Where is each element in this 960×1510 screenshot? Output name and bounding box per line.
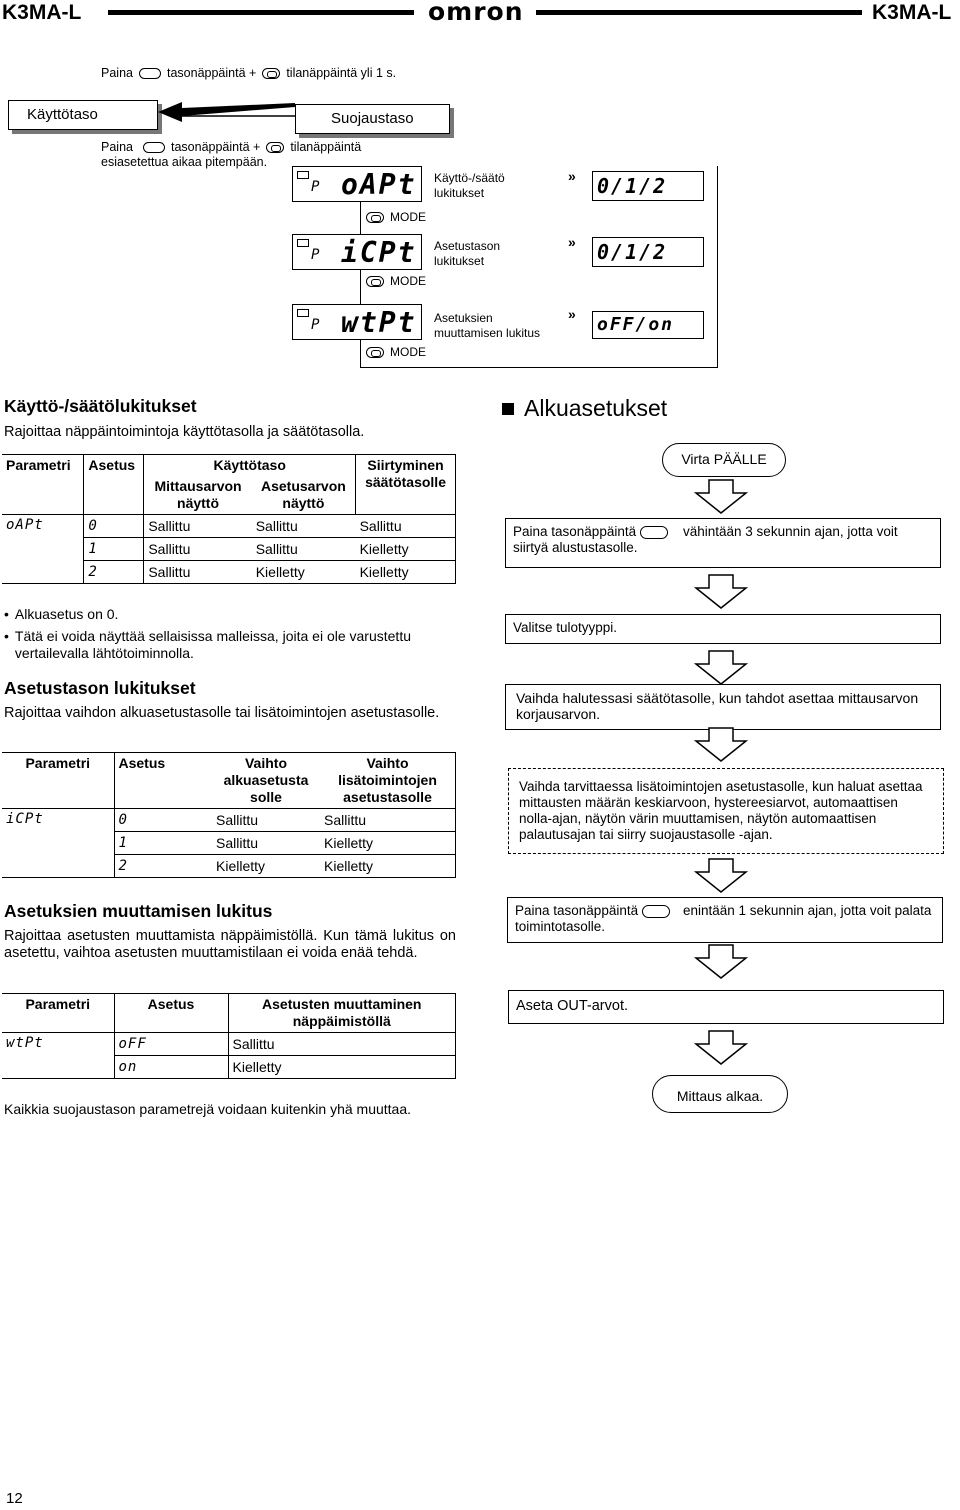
col-parametri: Parametri bbox=[2, 455, 84, 515]
power-on-oval: Virta PÄÄLLE bbox=[662, 443, 786, 477]
next-arrow-icon: » bbox=[568, 234, 576, 250]
flow-step-6: Aseta OUT-arvot. bbox=[508, 990, 944, 1024]
section1-desc: Rajoittaa näppäintoimintoja käyttötasolla ja säätötasolla. bbox=[4, 424, 365, 440]
mode-key: MODE bbox=[366, 274, 426, 288]
col-mittausarvo: Mittausarvon näyttö bbox=[144, 476, 252, 515]
display-code: oAPt bbox=[341, 168, 417, 201]
display-p-letter: P bbox=[311, 179, 321, 195]
section3-footer-note: Kaikkia suojaustason parametrejä voidaan kuitenkin yhä muuttaa. bbox=[4, 1101, 412, 1117]
bullet-item: Alkuasetus on 0. bbox=[14, 606, 119, 622]
param-code: wtPt bbox=[6, 1035, 44, 1051]
flow-arrow-icon bbox=[694, 574, 748, 610]
level-key-icon bbox=[143, 142, 165, 153]
second-instruction: Paina tasonäppäintä + tilanäppäintä esiasetettua aikaa pitempään. bbox=[101, 140, 362, 169]
display-wtpt bbox=[292, 304, 422, 340]
table-asetustaso bbox=[2, 752, 456, 878]
kaytto-level-box: Käyttötaso bbox=[8, 100, 158, 130]
header-rule-right bbox=[536, 10, 862, 15]
protection-label: Käyttö-/säätö lukitukset bbox=[434, 171, 505, 200]
mode-key-icon bbox=[262, 68, 280, 79]
col-parametri: Parametri bbox=[2, 994, 114, 1033]
value-text: 0/1/2 bbox=[597, 240, 668, 264]
display-code: wtPt bbox=[341, 306, 417, 339]
flow-step-2: Valitse tulotyyppi. bbox=[505, 614, 941, 644]
flow-arrow-icon bbox=[694, 650, 748, 686]
protection-label: Asetuksien muuttamisen lukitus bbox=[434, 311, 541, 340]
col-siirtyminen: Siirtyminen säätötasolle bbox=[356, 455, 456, 515]
col-kayttotaso: Käyttötaso bbox=[144, 455, 356, 477]
param-code: oAPt bbox=[6, 517, 44, 533]
value-display bbox=[592, 311, 704, 339]
col-asetusarvo: Asetusarvon näyttö bbox=[252, 476, 356, 515]
col-vaihto-lisa: Vaihto lisätoimintojen asetustasolle bbox=[320, 753, 456, 809]
header-left: K3MA-L bbox=[2, 1, 82, 24]
col-parametri: Parametri bbox=[2, 753, 114, 809]
table-row: oAPt 0 Sallittu Sallittu Sallittu bbox=[2, 515, 456, 538]
mode-key-icon bbox=[366, 347, 384, 358]
next-arrow-icon: » bbox=[568, 168, 576, 184]
display-p-letter: P bbox=[311, 247, 321, 263]
value-text: oFF/on bbox=[597, 314, 675, 335]
header-right: K3MA-L bbox=[872, 1, 952, 24]
flow-step-1: Paina tasonäppäintä vähintään 3 sekunnin ajan, jotta voit siirtyä alustustasolle. bbox=[505, 518, 941, 568]
section3-title: Asetuksien muuttamisen lukitus bbox=[4, 901, 273, 921]
table-asetusten-muutt bbox=[2, 993, 456, 1079]
flow-step-5: Paina tasonäppäintä enintään 1 sekunnin ajan, jotta voit palata toimintotasolle. bbox=[507, 897, 943, 943]
display-p-letter: P bbox=[311, 317, 321, 333]
brand-logo: omron bbox=[428, 0, 524, 26]
table-row: wtPt oFF Sallittu bbox=[2, 1033, 456, 1056]
param-code: iCPt bbox=[6, 811, 44, 827]
display-indicator bbox=[297, 171, 309, 179]
value-text: 0/1/2 bbox=[597, 174, 668, 198]
end-oval: Mittaus alkaa. bbox=[652, 1075, 788, 1113]
display-indicator bbox=[297, 239, 309, 247]
col-asetus: Asetus bbox=[114, 753, 212, 809]
mode-key-icon bbox=[366, 276, 384, 287]
display-indicator bbox=[297, 309, 309, 317]
table-row: 1 Sallittu Sallittu Kielletty bbox=[2, 538, 456, 561]
table-row: 2 Kielletty Kielletty bbox=[2, 855, 456, 878]
flow-arrow-icon bbox=[694, 479, 748, 515]
bullet-item: Tätä ei voida näyttää sellaisissa malleissa, joita ei ole varustettu vertailevalla lähtötoiminnolla. bbox=[14, 628, 411, 661]
suoja-level-box: Suojaustaso bbox=[295, 104, 450, 134]
flow-arrow-icon bbox=[694, 727, 748, 763]
display-code: iCPt bbox=[341, 236, 417, 269]
col-asetus: Asetus bbox=[114, 994, 228, 1033]
table-row: iCPt 0 Sallittu Sallittu bbox=[2, 809, 456, 832]
col-vaihto-alku: Vaihto alkuasetusta solle bbox=[212, 753, 320, 809]
flow-arrow-icon bbox=[694, 1030, 748, 1066]
flow-step-4: Vaihda tarvittaessa lisätoimintojen asetustasolle, kun haluat asettaa mittausten määrän keskiarvoon, hystereesiarvot, automaattisen nolla-ajan, näytön värin muuttamisen, näytön automaattisen palautusajan tai siirry suojaustasolle -ajan. bbox=[508, 768, 944, 854]
col-asetus: Asetus bbox=[84, 455, 144, 515]
col-muuttaminen: Asetusten muuttaminen näppäimistöllä bbox=[228, 994, 456, 1033]
section1-title: Käyttö-/säätölukitukset bbox=[4, 396, 197, 416]
flow-arrow-icon bbox=[694, 858, 748, 894]
mode-key: MODE bbox=[366, 210, 426, 224]
value-display bbox=[592, 171, 704, 201]
flow-step-3: Vaihda halutessasi säätötasolle, kun tahdot asettaa mittausarvon korjausarvon. bbox=[505, 684, 941, 730]
display-oapt bbox=[292, 166, 422, 202]
level-arrows bbox=[150, 98, 300, 128]
next-arrow-icon: » bbox=[568, 306, 576, 322]
section3-desc: Rajoittaa asetusten muuttamista näppäimistöllä. Kun tämä lukitus on asetettu, vaihtoa asetusten muuttamistilaan ei voida enää tehdä. bbox=[4, 928, 456, 961]
mode-key-icon bbox=[266, 142, 284, 153]
top-instruction: Paina tasonäppäintä + tilanäppäintä yli 1 s. bbox=[101, 66, 397, 80]
value-display bbox=[592, 237, 704, 267]
flow-arrow-icon bbox=[694, 944, 748, 980]
table-row: on Kielletty bbox=[2, 1056, 456, 1079]
display-icpt bbox=[292, 234, 422, 270]
level-key-icon bbox=[139, 68, 161, 79]
page-number: 12 bbox=[6, 1490, 23, 1507]
mode-key: MODE bbox=[366, 345, 426, 359]
section1-bullets: • Alkuasetus on 0. • Tätä ei voida näyttää sellaisissa malleissa, joita ei ole varustettu vertailevalla lähtötoiminnolla. bbox=[4, 606, 459, 662]
header-rule-left bbox=[108, 10, 414, 15]
square-bullet-icon bbox=[502, 403, 514, 415]
mode-key-icon bbox=[366, 212, 384, 223]
section2-title: Asetustason lukitukset bbox=[4, 678, 196, 698]
protection-label: Asetustason lukitukset bbox=[434, 239, 501, 268]
table-row: 1 Sallittu Kielletty bbox=[2, 832, 456, 855]
frame-divider bbox=[360, 204, 361, 368]
table-kaytto-saato bbox=[2, 454, 456, 584]
section2-desc: Rajoittaa vaihdon alkuasetustasolle tai lisätoimintojen asetustasolle. bbox=[4, 705, 440, 721]
table-row: 2 Sallittu Kielletty Kielletty bbox=[2, 561, 456, 584]
flow-title: Alkuasetukset bbox=[502, 395, 667, 422]
